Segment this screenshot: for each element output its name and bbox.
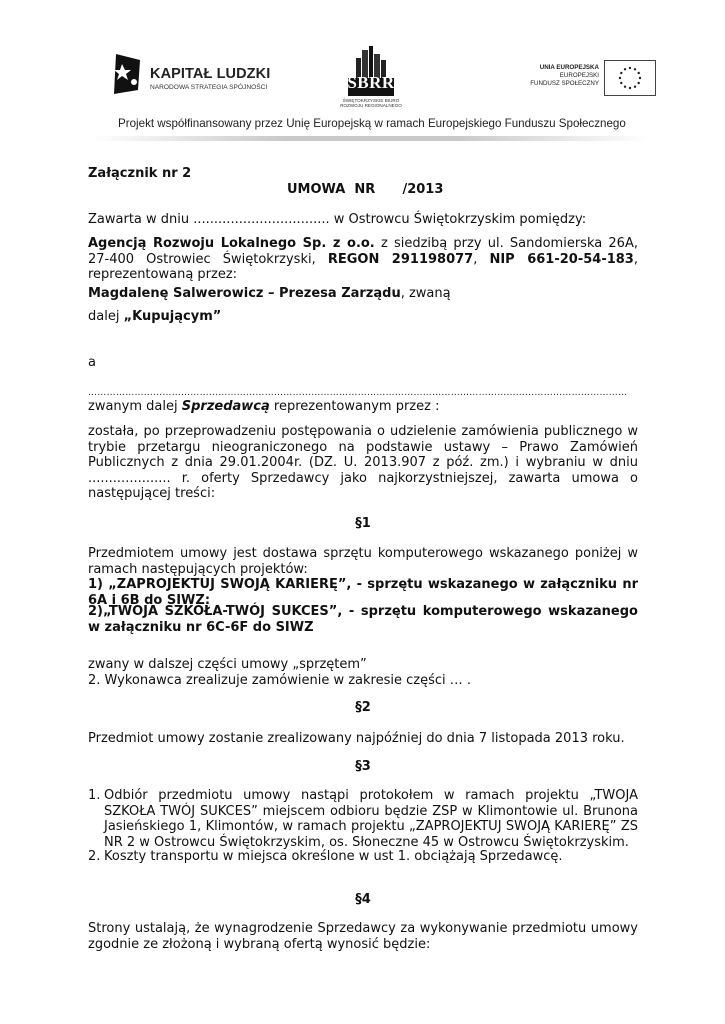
procedure-paragraph: została, po przeprowadzeniu postępowania o udzielenie zamówienia publicznego w trybie przetargu nieograniczonego na podstawie ustawy – Prawo Zamówień Publicznych z dnia 29.01.2004r. (DZ. U. 2013.907 z póź. zm.) i wybraniu w dniu .................... r. oferty Sprzedawcy jako najkorzystniejszej, zawarta umowa o następującej treści: [88,424,638,501]
party-1-paragraph: Agencją Rozwoju Lokalnego Sp. z o.o. z siedzibą przy ul. Sandomierska 26A, 27-400 Ostrowiec Świętokrzyski, REGON 291198077, NIP 661-20-54-183, reprezentowaną przez: [88,236,638,282]
buyer-line: dalej „Kupującym” [88,309,222,324]
sbrr-subtitle: ŚWIĘTOKRZYSKIE BIURO ROZWOJU REGIONALNEGO [340,98,402,108]
annex-label: Załącznik nr 2 [88,166,192,181]
section-2-heading: §2 [355,700,371,715]
section-3-item-1-number: 1. [88,788,101,803]
section-1-equipment-term: zwany w dalszej części umowy „sprzętem” [88,657,367,672]
concluded-line: Zawarta w dniu ................................. w Ostrowcu Świętokrzyskim pomiędzy: [88,212,587,227]
section-2-paragraph: Przedmiot umowy zostanie zrealizowany najpóźniej do dnia 7 listopada 2013 roku. [88,731,625,746]
kapital-ludzki-title: KAPITAŁ LUDZKI [150,66,271,82]
eu-line-3: FUNDUSZ SPOŁECZNY [530,80,599,87]
eu-logo-text [530,64,599,88]
contract-title: UMOWA NR /2013 [287,182,444,197]
sbrr-logo-text: SBRR [347,73,395,92]
section-3-item-2-number: 2. [88,849,101,864]
section-1-heading: §1 [355,516,371,531]
kapital-ludzki-emblem-icon [108,52,148,96]
eu-flag-icon [604,60,656,96]
section-4-heading: §4 [355,892,371,907]
eu-line-2: EUROPEJSKI [559,72,599,79]
section-1-scope: 2. Wykonawca zrealizuje zamówienie w zakresie części … . [88,673,472,688]
sbrr-logo [336,44,406,106]
section-1-project-1: 1) „ZAPROJEKTUJ SWOJĄ KARIERĘ”, - sprzętu wskazanego w załączniku nr 6A i 6B do SIWZ: [88,577,638,608]
section-1-project-2: 2)„TWOJA SZKOŁA-TWÓJ SUKCES”, - sprzętu komputerowego wskazanego w załączniku nr 6C-6F do SIWZ [88,604,638,635]
representative-line: Magdalenę Salwerowicz – Prezesa Zarządu, zwaną [88,286,451,301]
section-3-item-1: Odbiór przedmiotu umowy nastąpi protokołem w ramach projektu „TWOJA SZKOŁA TWÓJ SUKCES” miejscem odbioru będzie ZSP w Klimontowie ul. Brunona Jasieńskiego 1, Klimontów, w ramach projektu „ZAPROJEKTUJ SWOJĄ KARIERĘ” ZS NR 2 w Ostrowcu Świętokrzyskim, os. Słoneczne 45 w Ostrowcu Świętokrzyskim. [104,788,638,850]
section-4-paragraph: Strony ustalają, że wynagrodzenie Sprzedawcy za wykonywanie przedmiotu umowy zgodnie ze złożoną i wybraną ofertą wynosić będzie: [88,921,638,952]
kapital-ludzki-subtitle: NARODOWA STRATEGIA SPÓJNOŚCI [150,84,268,91]
section-1-intro: Przedmiotem umowy jest dostawa sprzętu komputerowego wskazanego poniżej w ramach następujących projektów: [88,546,638,577]
section-3-item-2: Koszty transportu w miejsca określone w ust 1. obciążają Sprzedawcę. [104,849,563,864]
and-connector: a [88,355,96,370]
seller-name-dotted-line: ………………………………………………………………………………………………………………………………………………………… [88,388,628,398]
header-shadow-divider [90,134,650,144]
section-3-heading: §3 [355,759,371,774]
eu-line-1: UNIA EUROPEJSKA [539,64,599,71]
kapital-ludzki-logo [108,48,278,102]
project-cofinancing-note: Projekt współfinansowany przez Unię Europejską w ramach Europejskiego Funduszu Społecznego [118,117,626,130]
seller-line: zwanym dalej Sprzedawcą reprezentowanym przez : [88,399,440,414]
eu-logo [530,58,656,100]
